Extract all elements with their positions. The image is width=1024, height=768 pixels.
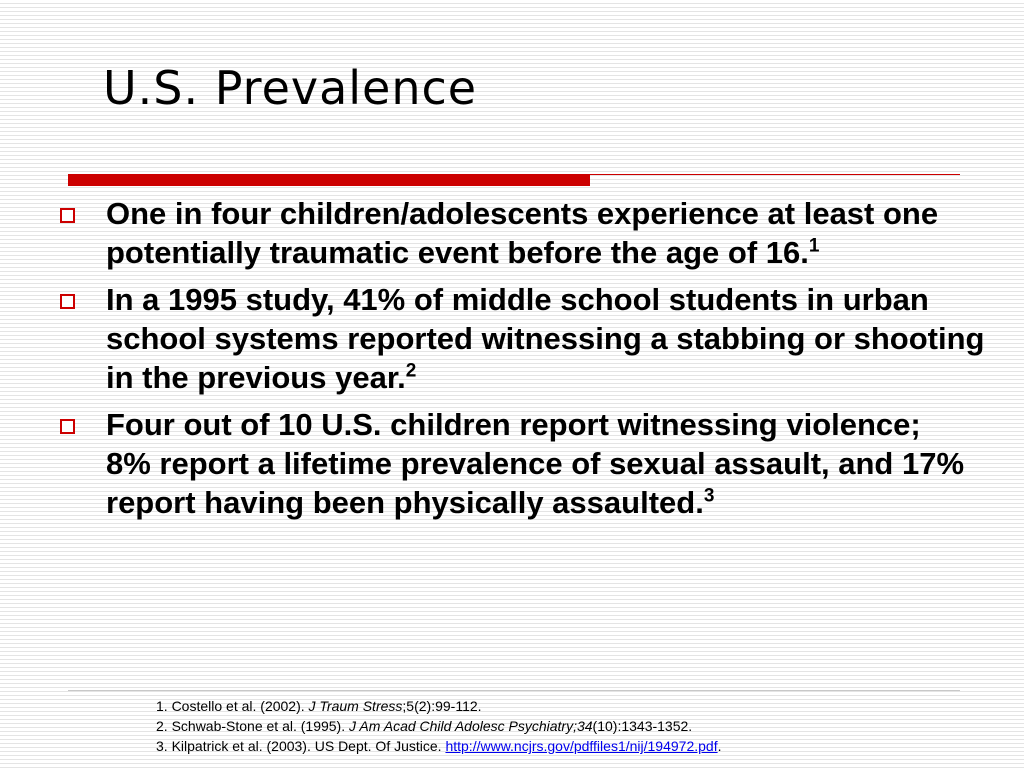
title-underline-accent [68,175,590,186]
reference-item [156,716,1006,736]
bullet-item [58,194,993,272]
footnote-marker: 2 [405,360,417,382]
bullet-text-body: One in four children/adolescents experience at least one potentially traumatic event before the age of 16. [106,196,939,270]
bullet-text-line-1: Four out of 10 U.S. children report witnessing violence; [106,407,921,442]
reference-journal: J Am Acad Child Adolesc Psychiatry;34 [349,718,593,734]
bullet-item [58,280,993,397]
hollow-square-bullet-icon [60,419,75,434]
bullet-list [58,194,993,530]
reference-journal: J Traum Stress [308,698,403,714]
reference-text: 2. Schwab-Stone et al. (1995). [156,718,349,734]
footnote-marker: 1 [808,235,820,257]
reference-text: 1. Costello et al. (2002). [156,698,309,714]
footer-divider [68,690,960,691]
bullet-text [106,194,993,272]
reference-link[interactable]: http://www.ncjrs.gov/pdffiles1/nij/194972.pdf [445,738,718,754]
hollow-square-bullet-icon [60,208,75,223]
reference-item [156,696,1006,716]
slide-title: U.S. Prevalence [103,61,478,115]
reference-citation: ;5(2):99-112. [402,698,482,714]
bullet-item [58,405,993,522]
footnote-marker: 3 [703,485,715,507]
reference-item [156,736,1006,756]
reference-citation: (10):1343-1352. [592,718,693,734]
references [156,696,1006,756]
bullet-text-body: In a 1995 study, 41% of middle school students in urban school systems reported witnessing a stabbing or shooting in the previous year. [106,282,985,395]
reference-citation: . [717,738,722,754]
hollow-square-bullet-icon [60,294,75,309]
bullet-text [106,280,993,397]
reference-text: 3. Kilpatrick et al. (2003). US Dept. Of Justice. [156,738,446,754]
bullet-text [106,405,993,522]
bullet-text-line-2: 8% report a lifetime prevalence of sexual assault, and 17% report having been physically assaulted. [106,446,965,520]
